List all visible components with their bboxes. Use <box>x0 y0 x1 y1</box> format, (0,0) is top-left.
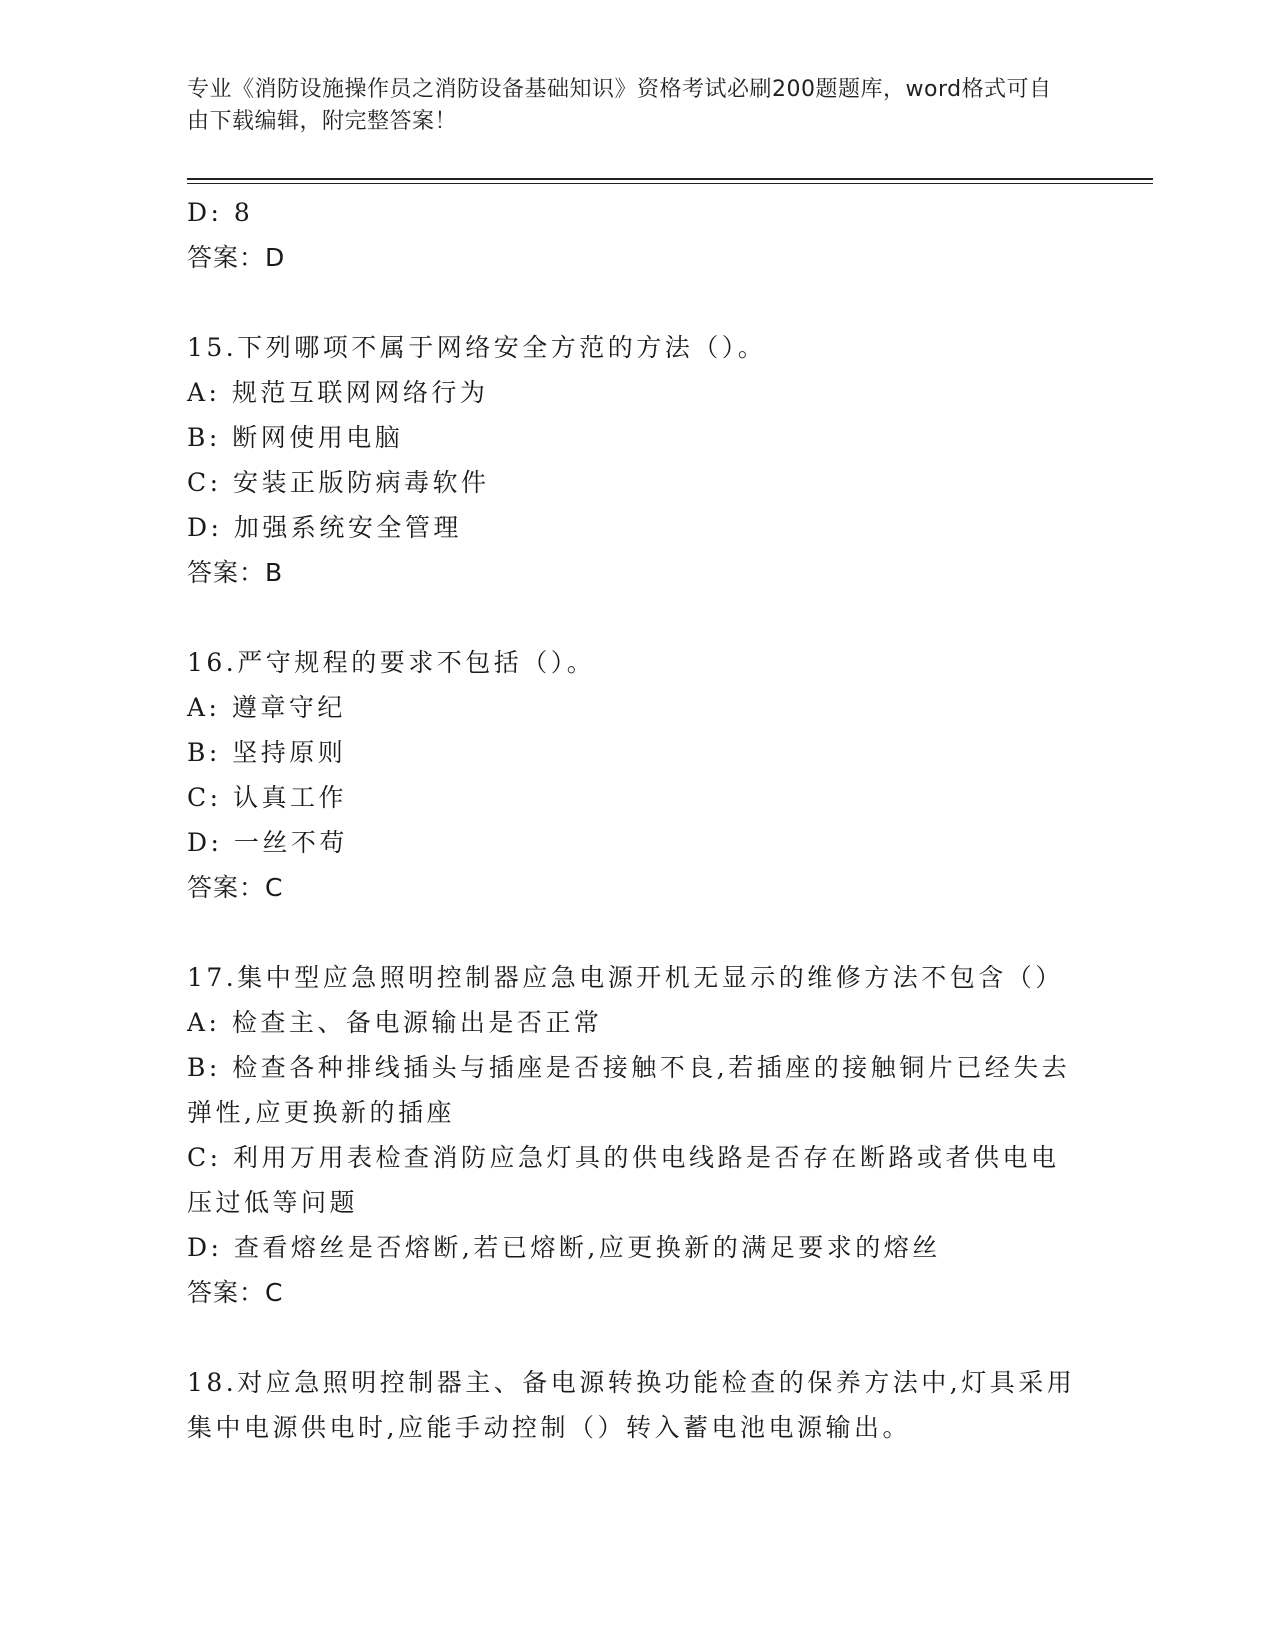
answer-line: 答案：B <box>187 558 284 587</box>
option-c: C: 安装正版防病毒软件 <box>187 468 490 497</box>
option-d: D: 查看熔丝是否熔断,若已熔断,应更换新的满足要求的熔丝 <box>187 1233 941 1262</box>
option-a: A: 遵章守纪 <box>187 693 346 722</box>
header-rule-thin <box>187 183 1153 184</box>
question-content <box>187 190 1077 1450</box>
question-stem: 15.下列哪项不属于网络安全方范的方法（）。 <box>187 333 767 362</box>
option-d: D: 一丝不苟 <box>187 828 348 857</box>
option-b: B: 断网使用电脑 <box>187 423 404 452</box>
option-c: C: 利用万用表检查消防应急灯具的供电线路是否存在断路或者供电电压过低等问题 <box>187 1143 1060 1217</box>
option-a: A: 检查主、备电源输出是否正常 <box>187 1008 603 1037</box>
question-stem: 16.严守规程的要求不包括（）。 <box>187 648 596 677</box>
question-15 <box>187 325 1077 595</box>
question-stem: 17.集中型应急照明控制器应急电源开机无显示的维修方法不包含（） <box>187 963 1064 992</box>
header-rule <box>187 178 1153 180</box>
answer-line: 答案：D <box>187 243 286 272</box>
question-17 <box>187 955 1077 1315</box>
option-b: B: 检查各种排线插头与插座是否接触不良,若插座的接触铜片已经失去弹性,应更换新的插座 <box>187 1053 1071 1127</box>
answer-line: 答案：C <box>187 1278 284 1307</box>
question-stem: 18.对应急照明控制器主、备电源转换功能检查的保养方法中,灯具采用集中电源供电时,应能手动控制（）转入蓄电池电源输出。 <box>187 1368 1076 1442</box>
question-16 <box>187 640 1077 910</box>
option-c: C: 认真工作 <box>187 783 347 812</box>
answer-line: 答案：C <box>187 873 284 902</box>
page-header: 专业《消防设施操作员之消防设备基础知识》资格考试必刷200题题库，word格式可自由下载编辑，附完整答案！ <box>187 77 1052 134</box>
option-b: B: 坚持原则 <box>187 738 347 767</box>
option-d: D: 加强系统安全管理 <box>187 513 462 542</box>
option-d: D: 8 <box>187 198 254 227</box>
option-a: A: 规范互联网网络行为 <box>187 378 489 407</box>
question-18 <box>187 1360 1077 1450</box>
